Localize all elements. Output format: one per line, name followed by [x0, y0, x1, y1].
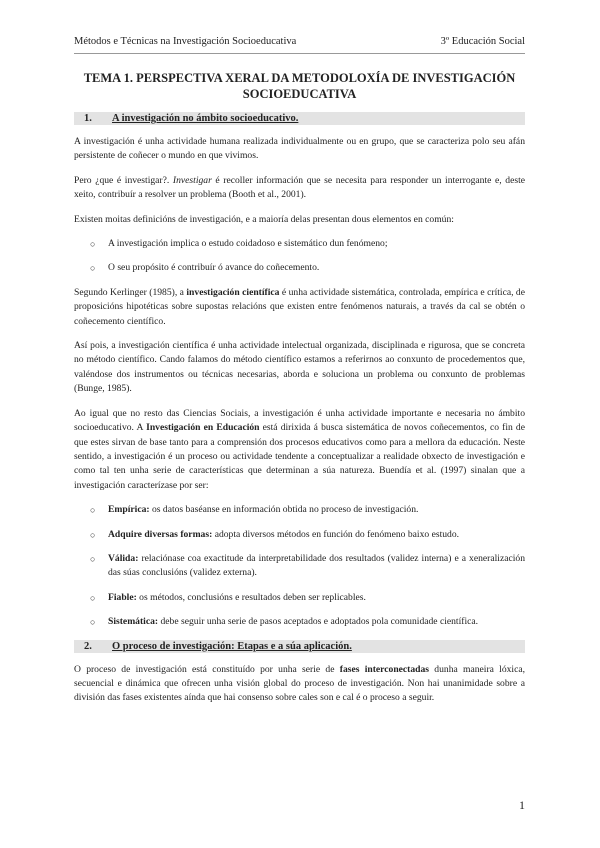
- circle-bullet-icon: ○: [90, 553, 96, 564]
- circle-bullet-icon: ○: [90, 263, 96, 274]
- header-course-title: Métodos e Técnicas na Investigación Socioeducativa: [74, 36, 297, 47]
- text-run: é recoller información que se necesita para responder un interrogante e, deste xeito, contribuír a resolver un problema (Booth et al., 2001).: [74, 174, 525, 201]
- section-heading-2: [74, 640, 525, 653]
- list-term: Fiable:: [108, 591, 137, 603]
- paragraph: A investigación é unha actividade humana realizada individualmente ou en grupo, que se caracteriza polo seu afán persistente de coñecer o mundo en que vivimos.: [74, 136, 525, 162]
- page-number: 1: [519, 798, 525, 812]
- list-item-text: adopta diversos métodos en función do fenómeno baixo estudo.: [212, 528, 460, 540]
- section-title: A investigación no ámbito socioeducativo.: [112, 113, 299, 124]
- circle-bullet-icon: ○: [90, 592, 96, 603]
- document-body: [74, 70, 525, 716]
- text-run: está dirixida á busca sistemática de novos coñecementos, co fin de que estes sirvan de base tanto para a comprensión dos procesos educativos como para a mellora da educación. Neste sentido, a investigación é un proceso ou actividade tendente a conceptualizar a realidade obxecto de investigación e como tal ten unha serie de características que determinan a súa natureza. Buendía et al. (1997) sinalan que a investigación caracterízase por ser:: [74, 422, 525, 491]
- bold-term: investigación científica: [186, 286, 280, 298]
- list-term: Adquire diversas formas:: [108, 528, 213, 540]
- list-item-text: relaciónase coa exactitude da interpretabilidade dos resultados (validez interna) e a xeneralización das súas conclusións (validez externa).: [108, 552, 525, 579]
- paragraph: [74, 174, 525, 203]
- characteristics-list: [74, 503, 525, 629]
- paragraph: [74, 407, 525, 493]
- page-header: [74, 36, 525, 54]
- list-item-text: O seu propósito é contribuír ó avance do coñecemento.: [108, 262, 320, 274]
- list-item: [74, 528, 525, 542]
- text-run: Pero ¿que é investigar?.: [74, 174, 173, 186]
- text-run: Segundo Kerlinger (1985), a: [74, 286, 187, 298]
- list-item-text: os datos baséanse en información obtida no proceso de investigación.: [149, 504, 419, 516]
- text-run: O proceso de investigación está constituído por unha serie de: [74, 663, 340, 675]
- circle-bullet-icon: ○: [90, 239, 96, 250]
- list-term: Empírica:: [108, 504, 150, 516]
- circle-bullet-icon: ○: [90, 529, 96, 540]
- paragraph: Así pois, a investigación científica é unha actividade intelectual organizada, disciplinada e rigurosa, que se concreta no método científico. Cando falamos do método científico estamos a referirnos ao conxunto de procedementos que, valéndose dos instrumentos ou técnicas necesarias, aborda e soluciona un problema ou conxunto de problemas (Bunge, 1985).: [74, 340, 525, 395]
- paragraph: [74, 286, 525, 329]
- section-number: 2.: [84, 640, 92, 652]
- list-term: Válida:: [108, 552, 139, 564]
- document-title: TEMA 1. PERSPECTIVA XERAL DA METODOLOXÍA DE INVESTIGACIÓN SOCIOEDUCATIVA: [83, 71, 516, 101]
- section-number: 1.: [84, 113, 92, 124]
- circle-bullet-icon: ○: [90, 617, 96, 628]
- header-course-level: 3º Educación Social: [440, 36, 525, 47]
- list-term: Sistemática:: [108, 616, 159, 628]
- section-heading-1: [74, 112, 525, 125]
- text-run: é unha actividade sistemática, controlada, empírica e crítica, de proposicións hipotéticas sobre supostas relacións que existen entre fenómenos naturais, a través da cal se obtén o coñecemento científico.: [74, 286, 525, 327]
- list-item: [74, 503, 525, 517]
- paragraph: Existen moitas definicións de investigación, e a maioría delas presentan dous elementos en común:: [74, 213, 454, 225]
- text-run: dunha maneira lóxica, secuencial e dinámica que ofrecen unha visión global do proceso de investigación. Non hai unanimidade sobre a división das fases existentes aínda que hai consenso sobre cales son e cal é o proceso a seguir.: [74, 663, 526, 704]
- bullet-list: [74, 237, 525, 276]
- list-item: [74, 237, 525, 251]
- list-item: [74, 591, 525, 605]
- bold-term: Investigación en Educación: [146, 422, 260, 434]
- list-item: [74, 615, 525, 629]
- circle-bullet-icon: ○: [90, 505, 96, 516]
- list-item: [74, 261, 525, 275]
- list-item-text: os métodos, conclusións e resultados deben ser replicables.: [136, 591, 366, 603]
- list-item: [74, 552, 525, 581]
- section-title: O proceso de investigación: Etapas e a súa aplicación.: [112, 640, 352, 652]
- bold-term: fases interconectadas: [339, 663, 430, 675]
- paragraph: [74, 663, 525, 706]
- text-run: Ao igual que no resto das Ciencias Sociais, a investigación é unha actividade importante e necesaria no ámbito socioeducativo. A: [74, 407, 525, 434]
- list-item-text: debe seguir unha serie de pasos aceptados e adoptados pola comunidade científica.: [158, 616, 479, 628]
- emphasis-term: Investigar: [172, 174, 212, 186]
- list-item-text: A investigación implica o estudo coidadoso e sistemático dun fenómeno;: [108, 238, 388, 250]
